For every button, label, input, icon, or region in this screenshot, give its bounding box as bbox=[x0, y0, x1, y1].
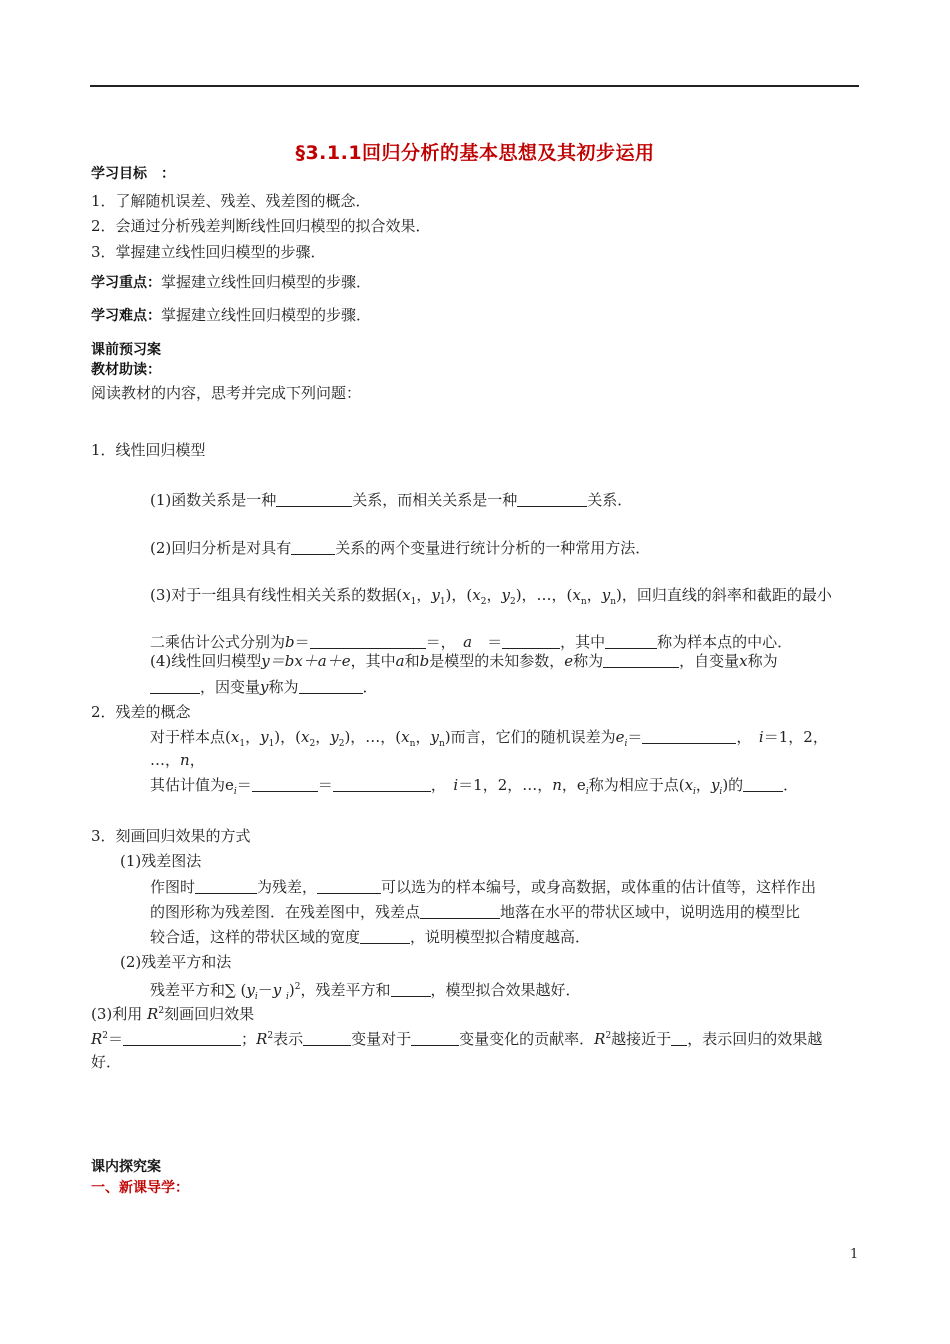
blank bbox=[360, 928, 410, 944]
key-point bbox=[91, 272, 371, 293]
s1-q3-cont: 二乘估计公式分别为b＝ ＝， a ＝ ，其中 称为样本点的中心． bbox=[150, 633, 793, 651]
difficult-point bbox=[91, 305, 371, 326]
s3-p1-line2: 的图形称为残差图．在残差图中，残差点 地落在水平的带状区域中，说明选用的模型比 bbox=[150, 903, 801, 921]
blank bbox=[502, 633, 560, 649]
blank bbox=[195, 878, 257, 894]
blank bbox=[252, 776, 318, 792]
blank bbox=[276, 491, 352, 507]
s3-p2-line: 残差平方和∑ ($y_i-y$ $_i$)$^2$，残差平方和 ，模型拟合效果越好． bbox=[150, 981, 581, 1002]
blank bbox=[317, 878, 381, 894]
s1-q4: (4)线性回归模型y＝bx＋a＋e，其中a和b是模型的未知参数，e称为 ，自变量x称为 bbox=[150, 652, 778, 670]
preview-heading: 课前预习案 bbox=[91, 342, 161, 358]
difficult-point-label: 学习难点： bbox=[91, 308, 161, 324]
s1-q3: (3)对于一组具有线性相关关系的数据($x_1$，$y_1$)，($x_2$，$y_2$)，…，($x_n$，$y_n$)，回归直线的斜率和截距的最小 bbox=[150, 586, 832, 607]
key-point-label: 学习重点： bbox=[91, 275, 161, 291]
blank bbox=[391, 981, 431, 997]
blank bbox=[603, 652, 679, 668]
goal-item: 2．会通过分析残差判断线性回归模型的拟合效果． bbox=[91, 217, 431, 235]
s2-line1-cont: …，n， bbox=[150, 751, 205, 769]
blank bbox=[420, 903, 500, 919]
s3-p2-heading: (2)残差平方和法 bbox=[120, 953, 232, 971]
s3-p1-heading: (1)残差图法 bbox=[120, 852, 202, 870]
preview-intro: 阅读教材的内容，思考并完成下列问题： bbox=[91, 384, 362, 402]
goal-item: 3．掌握建立线性回归模型的步骤． bbox=[91, 243, 326, 261]
aid-heading: 教材助读： bbox=[91, 362, 161, 378]
inclass-subheading: 一、新课导学： bbox=[91, 1180, 189, 1196]
s3-p3-heading: (3)利用 $R^2$刻画回归效果 bbox=[91, 1005, 255, 1023]
inclass-heading: 课内探究案 bbox=[91, 1159, 161, 1175]
blank bbox=[150, 678, 200, 694]
section1-heading: 1．线性回归模型 bbox=[91, 441, 206, 459]
blank bbox=[123, 1030, 241, 1046]
s2-line2: 其估计值为$e_i=$ ＝ ， i＝1，2，…，n，$e_i$称为相应于点($x_i$，$y_i$)的 ． bbox=[150, 776, 799, 797]
section2-heading: 2．残差的概念 bbox=[91, 703, 191, 721]
goals-heading: 学习目标 ： bbox=[91, 166, 175, 182]
blank bbox=[605, 633, 657, 649]
page-title: §3.1.1回归分析的基本思想及其初步运用 bbox=[295, 142, 655, 164]
blank bbox=[743, 776, 783, 792]
s1-q4-cont: ，因变量y称为 ． bbox=[150, 677, 378, 697]
s1-q2: (2)回归分析是对具有 关系的两个变量进行统计分析的一种常用方法． bbox=[150, 539, 651, 557]
s3-p1-line1: 作图时 为残差， 可以选为的样本编号，或身高数据，或体重的估计值等，这样作出 bbox=[150, 878, 817, 896]
blank bbox=[517, 491, 587, 507]
blank bbox=[299, 678, 363, 694]
blank bbox=[671, 1030, 687, 1046]
goal-item: 1．了解随机误差、残差、残差图的概念． bbox=[91, 192, 371, 210]
key-point-text: 掌握建立线性回归模型的步骤． bbox=[161, 273, 372, 291]
blank bbox=[310, 633, 426, 649]
blank bbox=[303, 1030, 351, 1046]
s1-q1: (1)函数关系是一种 关系，而相关关系是一种 关系． bbox=[150, 491, 633, 509]
header-rule bbox=[90, 85, 859, 87]
s2-line1: 对于样本点($x_1$，$y_1$)，($x_2$，$y_2$)，…，($x_n$，$y_n$)而言，它们的随机误差为$e_i=$ ， i＝1，2， bbox=[150, 728, 828, 749]
s3-p1-line3: 较合适，这样的带状区域的宽度 ，说明模型拟合精度越高． bbox=[150, 928, 591, 946]
s3-p3-line: $R^2=$ ；$R^2$表示 变量对于 变量变化的贡献率．$R^2$越接近于 ，表示回归的效果越 bbox=[91, 1030, 823, 1048]
section3-heading: 3．刻画回归效果的方式 bbox=[91, 827, 251, 845]
blank bbox=[291, 539, 335, 555]
page-number: 1 bbox=[850, 1247, 859, 1262]
blank bbox=[642, 728, 736, 744]
s3-p3-cont: 好． bbox=[91, 1053, 122, 1071]
blank bbox=[411, 1030, 459, 1046]
difficult-point-text: 掌握建立线性回归模型的步骤． bbox=[161, 306, 372, 324]
blank bbox=[333, 776, 431, 792]
